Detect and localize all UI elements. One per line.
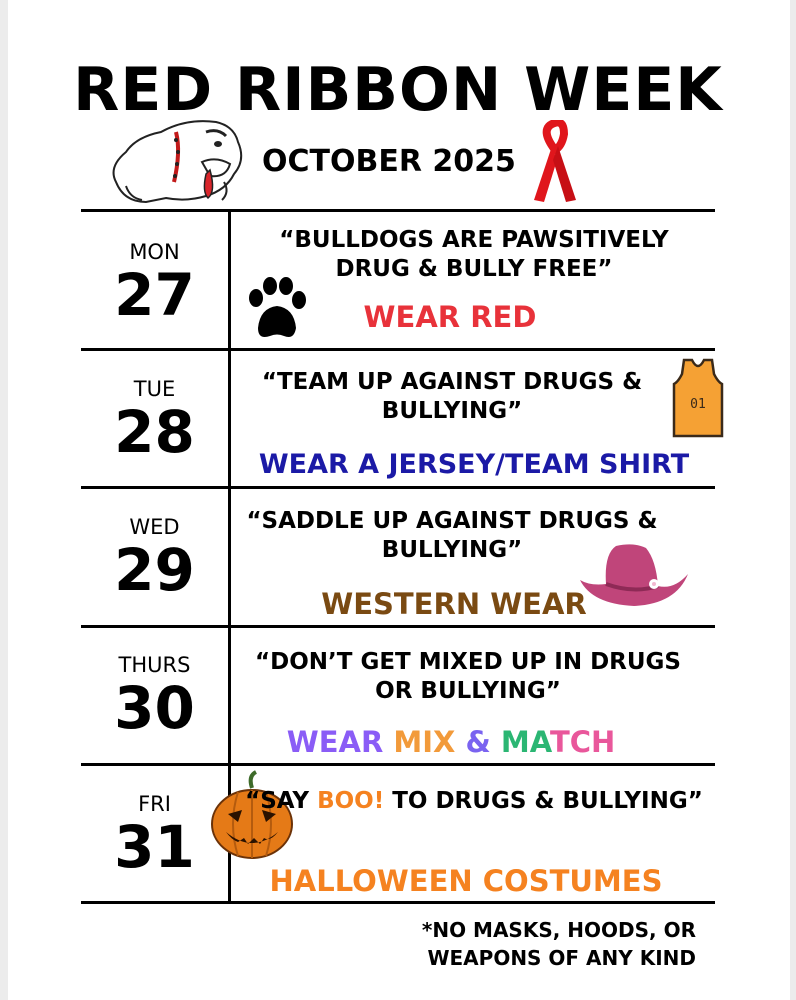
jersey-icon <box>670 356 726 440</box>
day-date-31: 31 <box>114 813 195 881</box>
wear-tue: WEAR A JERSEY/TEAM SHIRT <box>258 449 690 480</box>
footnote <box>422 916 696 972</box>
day-date-28: 28 <box>114 398 195 466</box>
wear-wed: WESTERN WEAR <box>321 587 587 621</box>
day-name-thurs: THURS <box>118 653 191 677</box>
day-date-27: 27 <box>114 261 195 329</box>
footnote-line: *NO MASKS, HOODS, OR <box>421 918 696 942</box>
jersey-number: 01 <box>690 397 706 412</box>
red-ribbon-icon <box>530 120 580 204</box>
wear-mon: WEAR RED <box>363 300 537 334</box>
day-date-30: 30 <box>114 674 195 742</box>
month-subtitle: OCTOBER 2025 <box>262 144 516 179</box>
day-date-29: 29 <box>114 536 195 604</box>
day-name-tue: TUE <box>133 377 176 401</box>
wear-mix-part: & <box>455 725 501 759</box>
wear-thurs <box>236 725 666 759</box>
footnote-line: WEAPONS OF ANY KIND <box>427 946 696 970</box>
day-name-fri: FRI <box>138 792 171 816</box>
wear-fri: HALLOWEEN COSTUMES <box>269 864 663 898</box>
quote-fri-part: “SAY <box>245 788 318 814</box>
page-title: RED RIBBON WEEK <box>73 55 723 125</box>
row-divider <box>81 209 715 212</box>
day-name-wed: WED <box>129 515 180 539</box>
row-divider <box>81 901 715 904</box>
quote-wed: “SADDLE UP AGAINST DRUGS & BULLYING” <box>246 508 658 563</box>
left-border <box>0 0 8 1000</box>
row-divider <box>81 486 715 489</box>
boo-highlight: BOO! <box>317 788 385 814</box>
quote-tue: “TEAM UP AGAINST DRUGS & BULLYING” <box>261 369 643 424</box>
wear-mix-part: MIX <box>393 725 456 759</box>
quote-thurs: “DON’T GET MIXED UP IN DRUGS OR BULLYING” <box>255 649 681 704</box>
wear-mix-part: TCH <box>549 725 616 759</box>
row-divider <box>81 763 715 766</box>
quote-mon: “BULLDOGS ARE PAWSITIVELY DRUG & BULLY FREE” <box>279 227 669 282</box>
row-divider <box>81 625 715 628</box>
bulldog-mascot-icon <box>106 112 248 206</box>
day-name-mon: MON <box>129 240 180 264</box>
pumpkin-icon <box>208 770 296 862</box>
row-divider <box>81 348 715 351</box>
quote-fri <box>240 787 708 816</box>
right-border <box>790 0 796 1000</box>
wear-mix-part: WEAR <box>286 725 394 759</box>
wear-mix-part: MA <box>500 725 550 759</box>
quote-fri-part: TO DRUGS & BULLYING” <box>384 788 703 814</box>
